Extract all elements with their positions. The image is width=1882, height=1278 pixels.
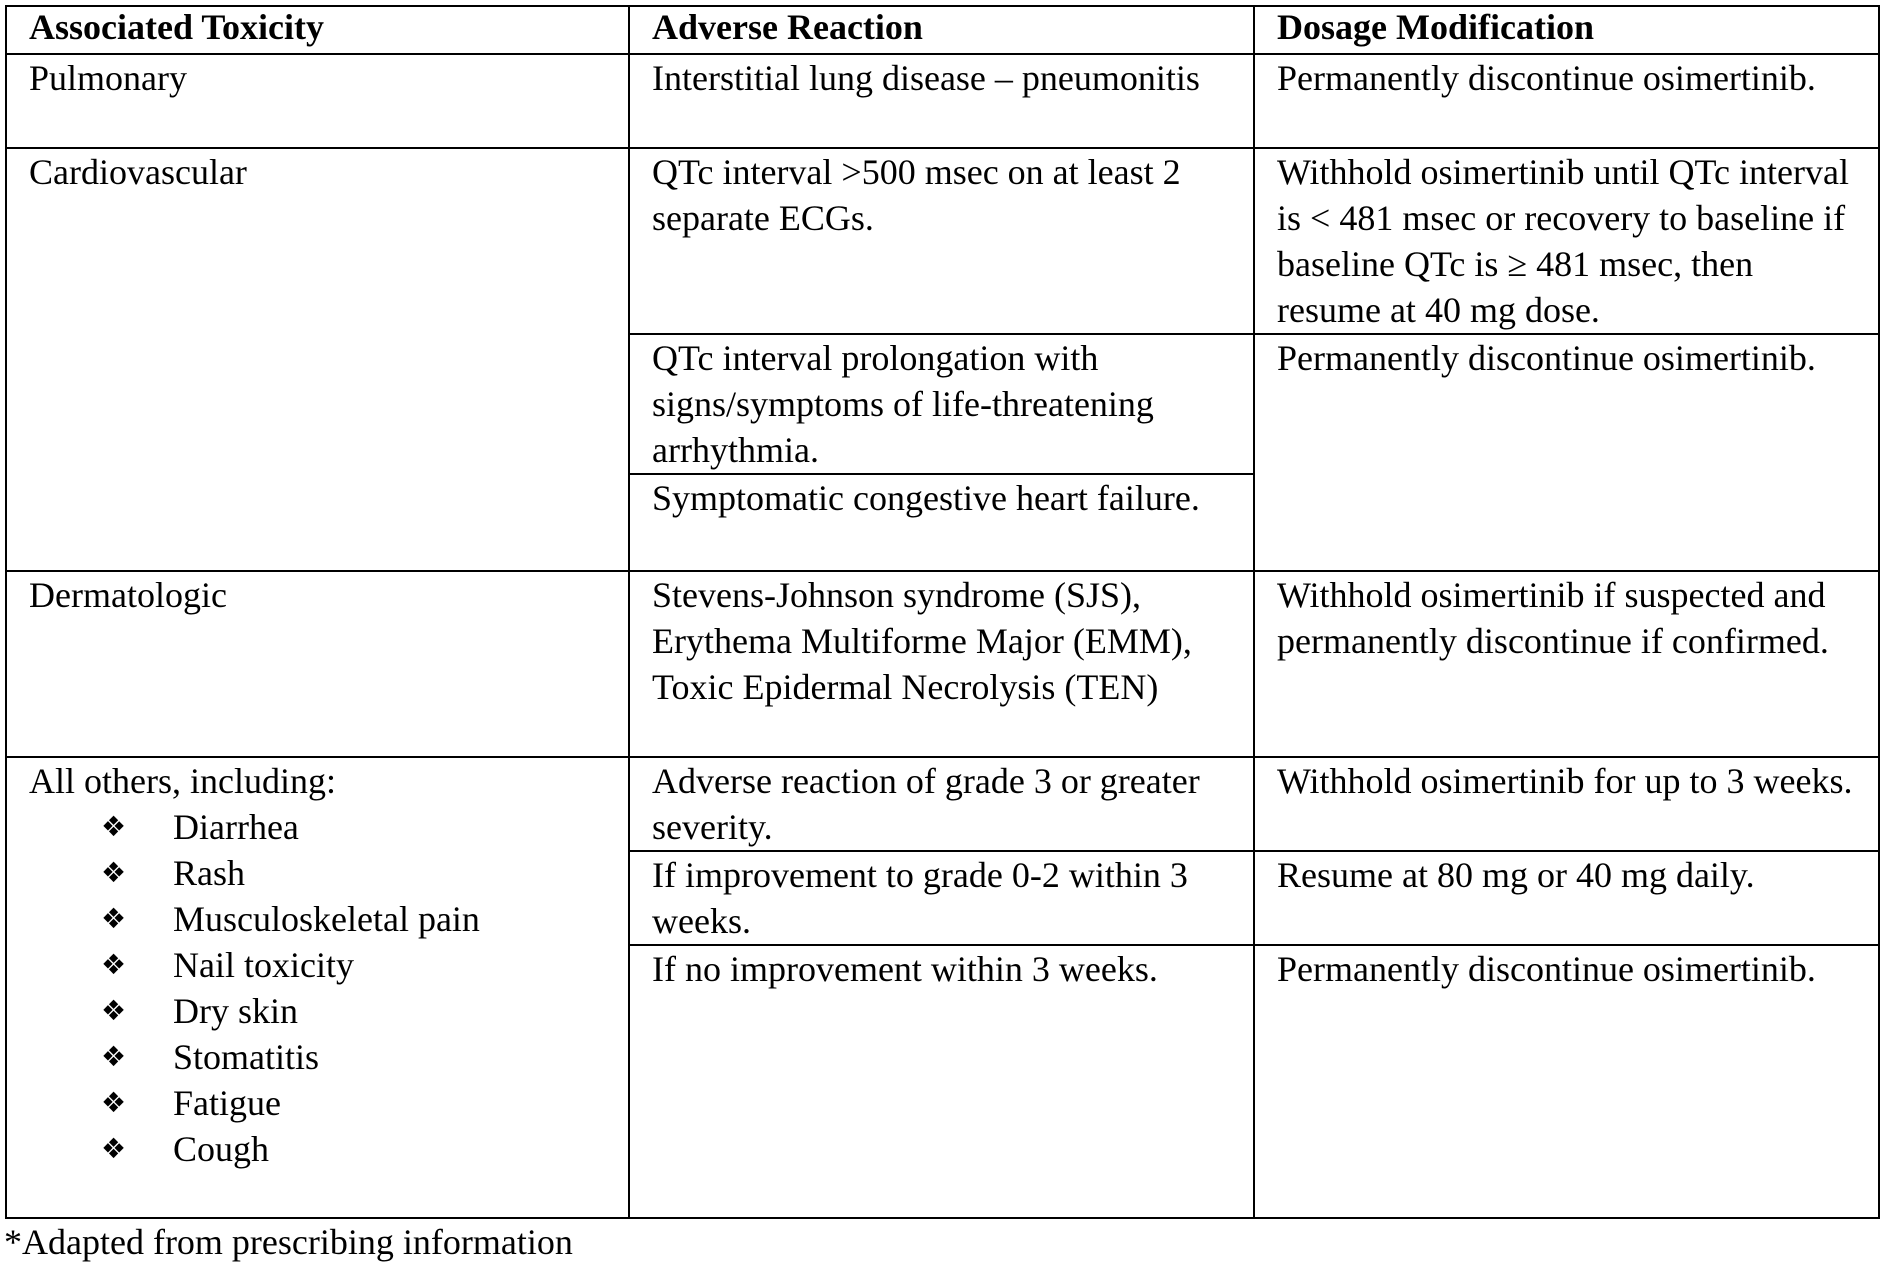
diamond-bullet-icon: ❖ <box>101 810 127 843</box>
reaction-cell: Symptomatic congestive heart failure. <box>629 474 1254 571</box>
reaction-cell: QTc interval prolongation with signs/symptoms of life-threatening arrhythmia. <box>629 334 1254 474</box>
table-row <box>6 54 1879 148</box>
modification-cell: Withhold osimertinib if suspected and permanently discontinue if confirmed. <box>1254 571 1879 757</box>
list-item-label: Diarrhea <box>173 807 299 847</box>
table-row <box>6 757 1879 851</box>
list-item <box>101 988 606 1034</box>
list-item-label: Cough <box>173 1129 270 1169</box>
diamond-bullet-icon: ❖ <box>101 1132 127 1165</box>
diamond-bullet-icon: ❖ <box>101 994 127 1027</box>
modification-cell: Permanently discontinue osimertinib. <box>1254 54 1879 148</box>
header-toxicity: Associated Toxicity <box>6 6 629 54</box>
diamond-bullet-icon: ❖ <box>101 1040 127 1073</box>
table-row <box>6 571 1879 757</box>
modification-cell: Withhold osimertinib until QTc interval is < 481 msec or recovery to baseline if baseline QTc is ≥ 481 msec, then resume at 40 mg dose. <box>1254 148 1879 334</box>
modification-cell: Permanently discontinue osimertinib. <box>1254 945 1879 1218</box>
reaction-cell: Interstitial lung disease – pneumonitis <box>629 54 1254 148</box>
header-reaction: Adverse Reaction <box>629 6 1254 54</box>
reaction-cell: If no improvement within 3 weeks. <box>629 945 1254 1218</box>
table-row <box>6 148 1879 334</box>
toxicity-cell <box>6 757 629 1218</box>
diamond-bullet-icon: ❖ <box>101 902 127 935</box>
reaction-cell: Adverse reaction of grade 3 or greater severity. <box>629 757 1254 851</box>
modification-cell: Withhold osimertinib for up to 3 weeks. <box>1254 757 1879 851</box>
list-item <box>101 942 606 988</box>
list-item <box>101 1126 606 1172</box>
header-modification: Dosage Modification <box>1254 6 1879 54</box>
list-item-label: Rash <box>173 853 245 893</box>
list-item <box>101 1080 606 1126</box>
list-item <box>101 1034 606 1080</box>
toxicity-cell: Dermatologic <box>6 571 629 757</box>
reaction-cell: If improvement to grade 0-2 within 3 weeks. <box>629 851 1254 945</box>
list-item <box>101 804 606 850</box>
toxicity-cell: Pulmonary <box>6 54 629 148</box>
list-item-label: Stomatitis <box>173 1037 320 1077</box>
toxicity-list <box>29 804 606 1172</box>
modification-cell: Resume at 80 mg or 40 mg daily. <box>1254 851 1879 945</box>
diamond-bullet-icon: ❖ <box>101 1086 127 1119</box>
header-row <box>6 6 1879 54</box>
toxicity-cell: Cardiovascular <box>6 148 629 571</box>
toxicity-label: All others, including: <box>29 761 336 801</box>
list-item <box>101 896 606 942</box>
modification-cell: Permanently discontinue osimertinib. <box>1254 334 1879 571</box>
list-item-label: Fatigue <box>173 1083 281 1123</box>
footnote: *Adapted from prescribing information <box>4 1222 573 1262</box>
list-item-label: Musculoskeletal pain <box>173 899 480 939</box>
diamond-bullet-icon: ❖ <box>101 856 127 889</box>
reaction-cell: Stevens-Johnson syndrome (SJS), Erythema Multiforme Major (EMM), Toxic Epidermal Necrolysis (TEN) <box>629 571 1254 757</box>
list-item <box>101 850 606 896</box>
reaction-cell: QTc interval >500 msec on at least 2 separate ECGs. <box>629 148 1254 334</box>
dosage-modification-table <box>5 5 1880 1219</box>
list-item-label: Dry skin <box>173 991 298 1031</box>
diamond-bullet-icon: ❖ <box>101 948 127 981</box>
list-item-label: Nail toxicity <box>173 945 354 985</box>
